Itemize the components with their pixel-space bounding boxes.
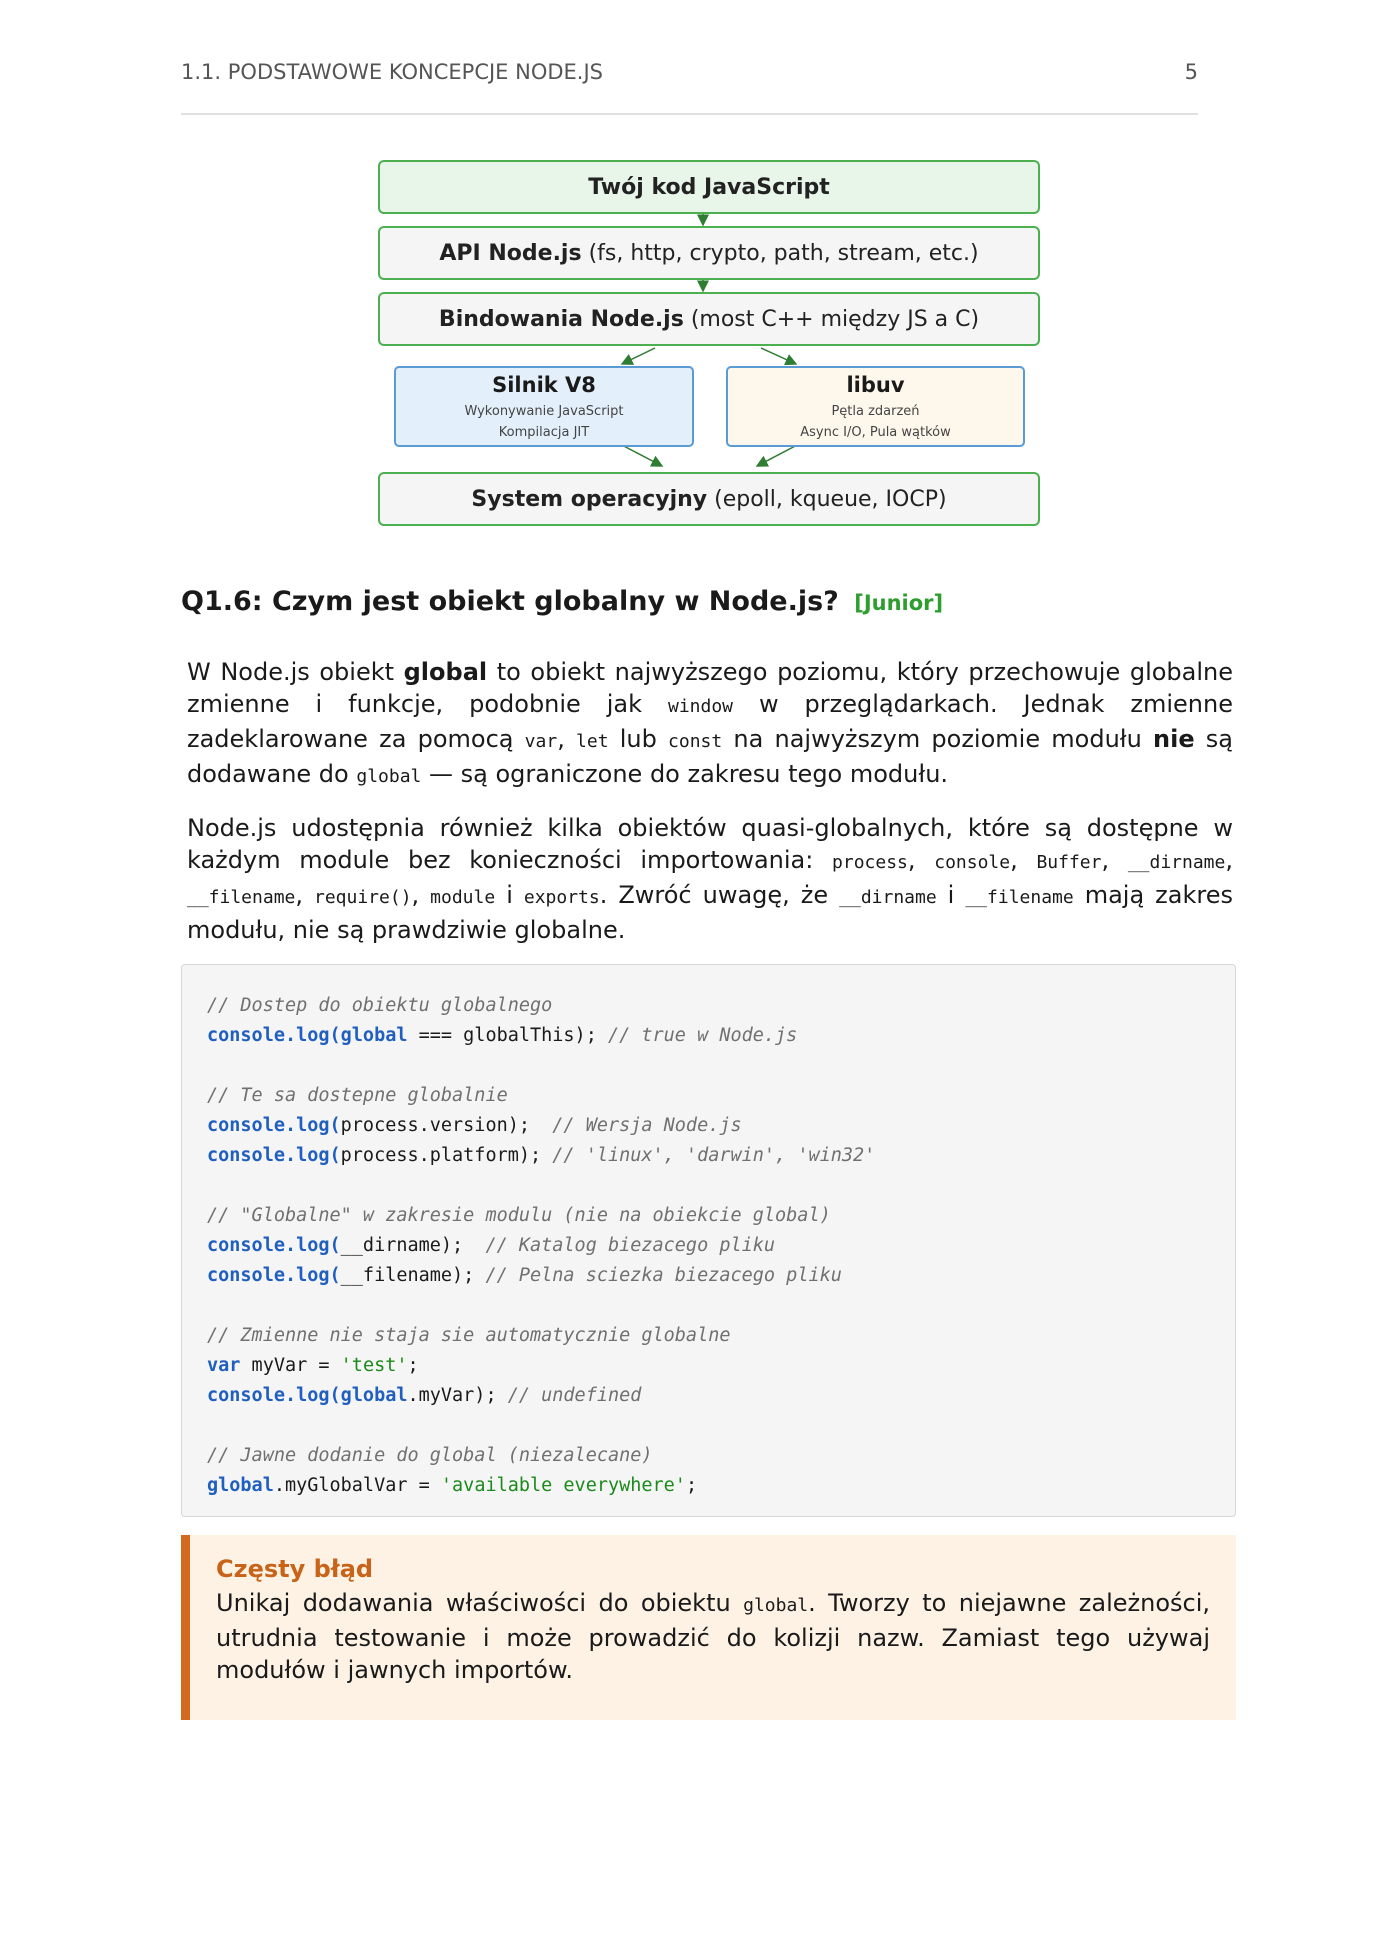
code-text: process.version); — [340, 1115, 553, 1136]
code-keyword: var — [207, 1355, 241, 1376]
code-text: process.platform); — [340, 1145, 553, 1166]
p1-text: — są ograniczone do zakresu tego modułu. — [421, 760, 949, 788]
layer-your-js-code — [378, 160, 1040, 214]
code-keyword: global — [340, 1025, 408, 1046]
p2-code: console — [934, 852, 1011, 873]
code-keyword: global — [340, 1385, 408, 1406]
code-keyword: global — [207, 1475, 274, 1496]
code-call: console.log( — [207, 1145, 341, 1166]
callout-code-global: global — [743, 1595, 809, 1616]
code-comment: // Pelna sciezka biezacego pliku — [485, 1265, 842, 1286]
code-comment: // Dostep do obiektu globalnego — [207, 995, 553, 1016]
v8-line-2: Kompilacja JIT — [498, 425, 590, 440]
p1-code-var: var — [524, 731, 558, 752]
code-call: console.log( — [207, 1385, 341, 1406]
p1-code-global: global — [356, 766, 422, 787]
p1-text: lub — [608, 725, 669, 753]
p1-text: w przeglądarkach. Jednak zmienne zadeklarowane za pomocą — [187, 690, 1233, 753]
code-call: console.log( — [207, 1115, 341, 1136]
paragraph-global-object — [187, 656, 1233, 793]
layer-nodejs-bindings-label: Bindowania Node.js — [438, 306, 684, 332]
code-text: __dirname); — [340, 1235, 486, 1256]
p1-text: , — [557, 725, 577, 753]
p2-code: __dirname — [839, 887, 937, 908]
code-string: 'available everywhere' — [440, 1475, 686, 1496]
arrow-bindings-to-libuv — [761, 348, 796, 364]
code-listing — [207, 991, 1210, 1501]
code-text: .myGlobalVar = — [273, 1475, 441, 1496]
p2-sep: , — [411, 881, 431, 909]
p1-text: są dodawane do — [187, 725, 1233, 788]
p1-text: W Node.js obiekt — [187, 658, 404, 686]
code-comment: // Katalog biezacego pliku — [485, 1235, 776, 1256]
question-heading — [181, 586, 943, 617]
callout-text: Unikaj dodawania właściwości do obiektu — [216, 1589, 744, 1617]
layer-operating-system — [378, 472, 1040, 526]
p1-text: na najwyższym poziomie modułu — [722, 725, 1153, 753]
layer-nodejs-bindings — [378, 292, 1040, 346]
p2-sep: , — [1010, 846, 1037, 874]
page-header — [181, 60, 1198, 92]
p2-code: __dirname — [1127, 852, 1226, 873]
layer-os-detail: (epoll, kqueue, IOCP) — [714, 486, 947, 512]
code-comment: // true w Node.js — [607, 1025, 798, 1046]
code-comment: // Te sa dostepne globalnie — [207, 1085, 508, 1106]
p2-text: Node.js udostępnia również kilka obiektów quasi-globalnych, które są dostępne w każdym module bez konieczności importowania: — [187, 814, 1233, 874]
p2-sep: mają zakres modułu, nie są prawdziwie globalne. — [187, 881, 1233, 944]
code-comment: // Zmienne nie staja sie automatycznie globalne — [207, 1325, 731, 1346]
p2-code: __filename — [965, 887, 1074, 908]
code-call: console.log( — [207, 1235, 341, 1256]
p2-sep: , — [295, 881, 314, 909]
code-comment: // Jawne dodanie do global (niezalecane) — [207, 1445, 653, 1466]
libuv-line-1: Pętla zdarzeń — [831, 404, 920, 419]
component-libuv — [726, 366, 1025, 447]
callout-body — [216, 1587, 1210, 1686]
p1-code-const: const — [668, 731, 723, 752]
callout-text: . Tworzy to niejawne zależności, utrudnia testowanie i może prowadzić do kolizji nazw. Zamiast tego używaj modułów i jawnych importów. — [216, 1589, 1211, 1684]
layer-nodejs-api-detail: (fs, http, crypto, path, stream, etc.) — [588, 240, 979, 266]
p2-sep: i — [936, 881, 966, 909]
section-title: 1.1. PODSTAWOWE KONCEPCJE NODE.JS — [181, 60, 603, 84]
p1-bold-nie: nie — [1153, 725, 1195, 753]
layer-nodejs-api — [378, 226, 1040, 280]
code-call: console.log( — [207, 1265, 341, 1286]
v8-line-1: Wykonywanie JavaScript — [464, 404, 624, 419]
p1-code-window: window — [667, 696, 734, 717]
p2-code: __filename — [187, 887, 296, 908]
code-text: __filename); — [340, 1265, 486, 1286]
code-text: ; — [685, 1475, 698, 1496]
layer-nodejs-bindings-detail: (most C++ między JS a C) — [690, 306, 980, 332]
layer-os-label: System operacyjny — [471, 486, 708, 512]
p1-code-let: let — [576, 731, 609, 752]
p2-sep: . Zwróć uwagę, że — [599, 881, 840, 909]
code-comment: // Wersja Node.js — [552, 1115, 742, 1136]
p2-code: module — [430, 887, 496, 908]
code-string: 'test' — [340, 1355, 408, 1376]
page-number: 5 — [1184, 60, 1198, 84]
layer-your-js-code-label: Twój kod JavaScript — [588, 174, 830, 200]
v8-title: Silnik V8 — [492, 373, 596, 397]
p2-code: process — [832, 852, 908, 873]
p2-code: require() — [314, 887, 412, 908]
header-divider — [181, 113, 1198, 115]
code-comment: // undefined — [507, 1385, 642, 1406]
code-text: === globalThis); — [407, 1025, 608, 1046]
code-comment: // "Globalne" w zakresie modulu (nie na obiekcie global) — [207, 1205, 831, 1226]
paragraph-quasi-globals — [187, 812, 1233, 946]
layer-nodejs-api-label: API Node.js — [439, 240, 582, 266]
code-call: console.log( — [207, 1025, 341, 1046]
architecture-diagram — [378, 160, 1040, 530]
p2-sep: , — [907, 846, 935, 874]
libuv-title: libuv — [846, 373, 905, 397]
code-comment: // 'linux', 'darwin', 'win32' — [552, 1145, 876, 1166]
p2-sep: i — [495, 881, 524, 909]
callout-title: Częsty błąd — [216, 1555, 374, 1583]
question-level-badge: [Junior] — [854, 591, 944, 615]
component-v8-engine — [394, 366, 694, 447]
code-text: .myVar); — [407, 1385, 508, 1406]
code-text: myVar = — [240, 1355, 341, 1376]
question-title: Q1.6: Czym jest obiekt globalny w Node.js? — [181, 586, 839, 617]
arrow-bindings-to-v8 — [622, 348, 655, 364]
p2-sep: , — [1225, 846, 1233, 874]
code-block — [181, 964, 1236, 1517]
p2-sep: , — [1101, 846, 1128, 874]
p1-bold-global: global — [403, 658, 488, 686]
common-mistake-callout — [181, 1535, 1236, 1720]
p2-code: Buffer — [1036, 852, 1102, 873]
libuv-line-2: Async I/O, Pula wątków — [800, 425, 951, 440]
p2-code: exports — [523, 887, 600, 908]
code-text: ; — [407, 1355, 419, 1376]
p1-text: to obiekt najwyższego poziomu, który przechowuje globalne zmienne i funkcje, podobnie jak — [187, 658, 1234, 718]
